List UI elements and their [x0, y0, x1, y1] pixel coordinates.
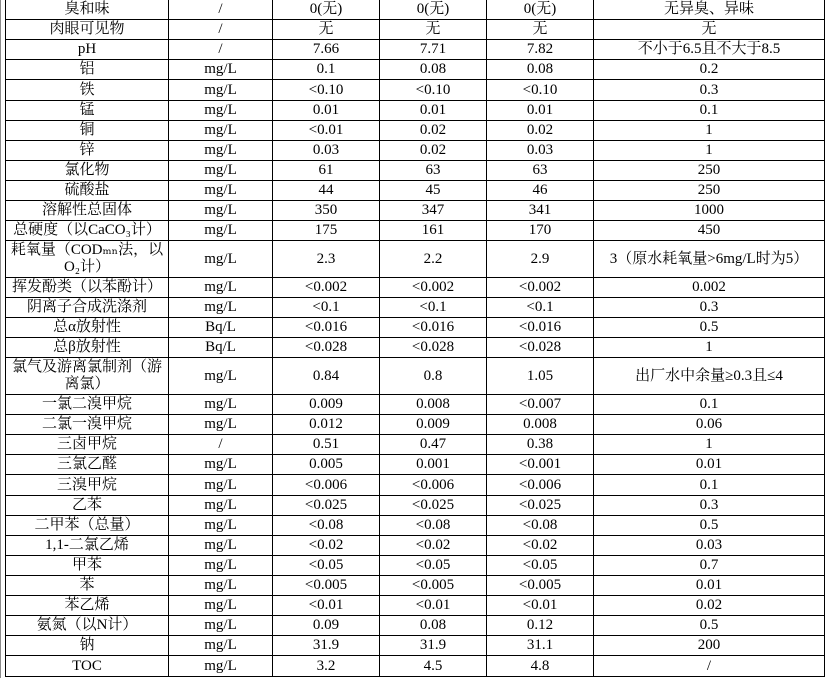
limit-cell: 0.3: [594, 298, 825, 318]
unit-cell: mg/L: [169, 656, 273, 677]
unit-cell: mg/L: [169, 298, 273, 318]
limit-cell: 450: [594, 221, 825, 241]
sample2-value-cell: <0.002: [380, 277, 487, 297]
table-row: [6, 475, 825, 495]
sample1-value-cell: 0.009: [273, 395, 380, 415]
unit-cell: mg/L: [169, 358, 273, 395]
sample3-value-cell: <0.007: [487, 395, 594, 415]
sample2-value-cell: <0.025: [380, 495, 487, 515]
sample2-value-cell: 4.5: [380, 656, 487, 677]
sample2-value-cell: 0(无): [380, 0, 487, 20]
sample3-value-cell: 341: [487, 201, 594, 221]
limit-cell: 0.7: [594, 555, 825, 575]
sample3-value-cell: <0.001: [487, 455, 594, 475]
table-row: [6, 535, 825, 555]
limit-cell: 1000: [594, 201, 825, 221]
sample3-value-cell: <0.002: [487, 277, 594, 297]
sample2-value-cell: 45: [380, 180, 487, 200]
limit-cell: 0.3: [594, 80, 825, 100]
sample3-value-cell: <0.10: [487, 80, 594, 100]
parameter-name-cell: 三氯乙醛: [6, 455, 169, 475]
sample2-value-cell: <0.028: [380, 338, 487, 358]
parameter-name-cell: 总β放射性: [6, 338, 169, 358]
limit-cell: 1: [594, 338, 825, 358]
sample1-value-cell: 0.012: [273, 415, 380, 435]
sample3-value-cell: 0.08: [487, 60, 594, 80]
limit-cell: /: [594, 656, 825, 677]
parameter-name-cell: 三卤甲烷: [6, 435, 169, 455]
sample1-value-cell: <0.05: [273, 555, 380, 575]
sample3-value-cell: 0(无): [487, 0, 594, 20]
limit-cell: 0.06: [594, 415, 825, 435]
sample2-value-cell: 0.08: [380, 616, 487, 636]
sample3-value-cell: 4.8: [487, 656, 594, 677]
limit-cell: 无: [594, 20, 825, 40]
sample2-value-cell: 0.008: [380, 395, 487, 415]
sample3-value-cell: 31.1: [487, 636, 594, 656]
sample1-value-cell: <0.08: [273, 515, 380, 535]
parameter-name-cell: 铁: [6, 80, 169, 100]
limit-cell: 3（原水耗氧量>6mg/L时为5）: [594, 241, 825, 278]
sample3-value-cell: 0.38: [487, 435, 594, 455]
sample1-value-cell: 3.2: [273, 656, 380, 677]
parameter-name-cell: pH: [6, 40, 169, 60]
limit-cell: 0.5: [594, 318, 825, 338]
sample3-value-cell: <0.02: [487, 535, 594, 555]
table-row: [6, 596, 825, 616]
sample1-value-cell: <0.028: [273, 338, 380, 358]
sample3-value-cell: <0.01: [487, 596, 594, 616]
sample1-value-cell: 0.005: [273, 455, 380, 475]
limit-cell: 250: [594, 180, 825, 200]
unit-cell: mg/L: [169, 495, 273, 515]
parameter-name-cell: 阴离子合成洗涤剂: [6, 298, 169, 318]
table-row: [6, 120, 825, 140]
sample3-value-cell: <0.028: [487, 338, 594, 358]
parameter-name-cell: 臭和味: [6, 0, 169, 20]
sample1-value-cell: <0.002: [273, 277, 380, 297]
sample3-value-cell: 0.02: [487, 120, 594, 140]
parameter-name-cell: 苯: [6, 575, 169, 595]
sample1-value-cell: 31.9: [273, 636, 380, 656]
sample2-value-cell: <0.05: [380, 555, 487, 575]
unit-cell: mg/L: [169, 277, 273, 297]
table-row: [6, 80, 825, 100]
parameter-name-cell: 耗氧量（CODₘₙ法，以O₂计）: [6, 241, 169, 278]
table-row: [6, 318, 825, 338]
limit-cell: 0.5: [594, 616, 825, 636]
left-edge-line: [0, 0, 1, 678]
parameter-name-cell: 甲苯: [6, 555, 169, 575]
sample1-value-cell: <0.10: [273, 80, 380, 100]
parameter-name-cell: 锌: [6, 140, 169, 160]
parameter-name-cell: 三溴甲烷: [6, 475, 169, 495]
sample1-value-cell: 350: [273, 201, 380, 221]
table-row: [6, 338, 825, 358]
limit-cell: 0.1: [594, 395, 825, 415]
unit-cell: /: [169, 40, 273, 60]
parameter-name-cell: 氯气及游离氯制剂（游离氯）: [6, 358, 169, 395]
unit-cell: mg/L: [169, 555, 273, 575]
table-row: [6, 656, 825, 677]
sample2-value-cell: 无: [380, 20, 487, 40]
sample2-value-cell: <0.1: [380, 298, 487, 318]
sample1-value-cell: <0.006: [273, 475, 380, 495]
sample1-value-cell: 175: [273, 221, 380, 241]
unit-cell: mg/L: [169, 455, 273, 475]
unit-cell: mg/L: [169, 241, 273, 278]
limit-cell: 250: [594, 160, 825, 180]
sample1-value-cell: 44: [273, 180, 380, 200]
table-row: [6, 636, 825, 656]
table-row: [6, 555, 825, 575]
unit-cell: mg/L: [169, 515, 273, 535]
limit-cell: 0.02: [594, 596, 825, 616]
sample1-value-cell: <0.01: [273, 120, 380, 140]
sample1-value-cell: 2.3: [273, 241, 380, 278]
sample2-value-cell: 2.2: [380, 241, 487, 278]
sample2-value-cell: 0.02: [380, 140, 487, 160]
sample1-value-cell: 0.09: [273, 616, 380, 636]
sample1-value-cell: <0.025: [273, 495, 380, 515]
table-row: [6, 160, 825, 180]
limit-cell: 不小于6.5且不大于8.5: [594, 40, 825, 60]
sample3-value-cell: 1.05: [487, 358, 594, 395]
parameter-name-cell: 铜: [6, 120, 169, 140]
sample3-value-cell: 7.82: [487, 40, 594, 60]
water-quality-table-body: [6, 0, 825, 677]
sample3-value-cell: <0.08: [487, 515, 594, 535]
limit-cell: 0.01: [594, 575, 825, 595]
sample2-value-cell: 31.9: [380, 636, 487, 656]
table-row: [6, 575, 825, 595]
sample1-value-cell: <0.005: [273, 575, 380, 595]
unit-cell: Bq/L: [169, 338, 273, 358]
sample2-value-cell: <0.10: [380, 80, 487, 100]
unit-cell: mg/L: [169, 535, 273, 555]
unit-cell: mg/L: [169, 395, 273, 415]
sample1-value-cell: 0.84: [273, 358, 380, 395]
parameter-name-cell: 氨氮（以N计）: [6, 616, 169, 636]
water-quality-table: [5, 0, 825, 677]
sample2-value-cell: 0.001: [380, 455, 487, 475]
sample3-value-cell: 无: [487, 20, 594, 40]
sample1-value-cell: <0.02: [273, 535, 380, 555]
limit-cell: 1: [594, 140, 825, 160]
table-row: [6, 358, 825, 395]
table-row: [6, 395, 825, 415]
parameter-name-cell: 二氯一溴甲烷: [6, 415, 169, 435]
table-row: [6, 616, 825, 636]
unit-cell: mg/L: [169, 415, 273, 435]
sample2-value-cell: 0.02: [380, 120, 487, 140]
sample3-value-cell: 0.01: [487, 100, 594, 120]
sample2-value-cell: 161: [380, 221, 487, 241]
sample2-value-cell: 0.08: [380, 60, 487, 80]
limit-cell: 1: [594, 435, 825, 455]
table-row: [6, 180, 825, 200]
parameter-name-cell: 铝: [6, 60, 169, 80]
table-row: [6, 241, 825, 278]
sample3-value-cell: <0.016: [487, 318, 594, 338]
sample3-value-cell: <0.05: [487, 555, 594, 575]
table-row: [6, 100, 825, 120]
sample3-value-cell: 0.008: [487, 415, 594, 435]
limit-cell: 0.3: [594, 495, 825, 515]
sample1-value-cell: 0.51: [273, 435, 380, 455]
unit-cell: /: [169, 0, 273, 20]
sample2-value-cell: <0.006: [380, 475, 487, 495]
parameter-name-cell: 肉眼可见物: [6, 20, 169, 40]
sample2-value-cell: <0.016: [380, 318, 487, 338]
sample1-value-cell: 0.03: [273, 140, 380, 160]
parameter-name-cell: 钠: [6, 636, 169, 656]
parameter-name-cell: 溶解性总固体: [6, 201, 169, 221]
sample2-value-cell: <0.02: [380, 535, 487, 555]
limit-cell: 0.1: [594, 475, 825, 495]
unit-cell: /: [169, 20, 273, 40]
sample3-value-cell: 2.9: [487, 241, 594, 278]
sample3-value-cell: <0.006: [487, 475, 594, 495]
limit-cell: 0.2: [594, 60, 825, 80]
unit-cell: mg/L: [169, 221, 273, 241]
sample2-value-cell: 63: [380, 160, 487, 180]
sample3-value-cell: 0.03: [487, 140, 594, 160]
parameter-name-cell: 硫酸盐: [6, 180, 169, 200]
sample1-value-cell: 无: [273, 20, 380, 40]
limit-cell: 0.002: [594, 277, 825, 297]
parameter-name-cell: 苯乙烯: [6, 596, 169, 616]
unit-cell: mg/L: [169, 475, 273, 495]
sample2-value-cell: 7.71: [380, 40, 487, 60]
table-row: [6, 415, 825, 435]
limit-cell: 200: [594, 636, 825, 656]
unit-cell: mg/L: [169, 100, 273, 120]
sample1-value-cell: 7.66: [273, 40, 380, 60]
parameter-name-cell: 锰: [6, 100, 169, 120]
table-row: [6, 201, 825, 221]
unit-cell: mg/L: [169, 616, 273, 636]
sample2-value-cell: <0.01: [380, 596, 487, 616]
unit-cell: mg/L: [169, 575, 273, 595]
sample2-value-cell: 0.47: [380, 435, 487, 455]
sample3-value-cell: 170: [487, 221, 594, 241]
sample1-value-cell: 0(无): [273, 0, 380, 20]
limit-cell: 0.03: [594, 535, 825, 555]
table-row: [6, 515, 825, 535]
parameter-name-cell: 总α放射性: [6, 318, 169, 338]
parameter-name-cell: 一氯二溴甲烷: [6, 395, 169, 415]
table-row: [6, 20, 825, 40]
unit-cell: mg/L: [169, 201, 273, 221]
table-row: [6, 40, 825, 60]
sample1-value-cell: 0.1: [273, 60, 380, 80]
unit-cell: /: [169, 435, 273, 455]
unit-cell: mg/L: [169, 160, 273, 180]
unit-cell: mg/L: [169, 636, 273, 656]
limit-cell: 0.5: [594, 515, 825, 535]
sample1-value-cell: 0.01: [273, 100, 380, 120]
sample2-value-cell: 347: [380, 201, 487, 221]
parameter-name-cell: 二甲苯（总量）: [6, 515, 169, 535]
unit-cell: mg/L: [169, 120, 273, 140]
sample1-value-cell: <0.01: [273, 596, 380, 616]
sample1-value-cell: 61: [273, 160, 380, 180]
parameter-name-cell: 氯化物: [6, 160, 169, 180]
table-row: [6, 495, 825, 515]
sample2-value-cell: 0.009: [380, 415, 487, 435]
sample2-value-cell: 0.01: [380, 100, 487, 120]
unit-cell: mg/L: [169, 180, 273, 200]
unit-cell: mg/L: [169, 60, 273, 80]
table-row: [6, 435, 825, 455]
table-row: [6, 60, 825, 80]
limit-cell: 1: [594, 120, 825, 140]
sample3-value-cell: <0.1: [487, 298, 594, 318]
table-row: [6, 455, 825, 475]
parameter-name-cell: 总硬度（以CaCO₃计）: [6, 221, 169, 241]
sample3-value-cell: 46: [487, 180, 594, 200]
limit-cell: 出厂水中余量≥0.3且≤4: [594, 358, 825, 395]
table-row: [6, 298, 825, 318]
unit-cell: mg/L: [169, 596, 273, 616]
unit-cell: Bq/L: [169, 318, 273, 338]
parameter-name-cell: 1,1-二氯乙烯: [6, 535, 169, 555]
sample2-value-cell: 0.8: [380, 358, 487, 395]
sample3-value-cell: 0.12: [487, 616, 594, 636]
sample1-value-cell: <0.1: [273, 298, 380, 318]
unit-cell: mg/L: [169, 80, 273, 100]
sample3-value-cell: <0.005: [487, 575, 594, 595]
sample2-value-cell: <0.08: [380, 515, 487, 535]
unit-cell: mg/L: [169, 140, 273, 160]
sample3-value-cell: 63: [487, 160, 594, 180]
parameter-name-cell: TOC: [6, 656, 169, 677]
sample2-value-cell: <0.005: [380, 575, 487, 595]
sample1-value-cell: <0.016: [273, 318, 380, 338]
table-row: [6, 221, 825, 241]
table-row: [6, 0, 825, 20]
table-row: [6, 140, 825, 160]
limit-cell: 0.01: [594, 455, 825, 475]
limit-cell: 无异臭、异味: [594, 0, 825, 20]
limit-cell: 0.1: [594, 100, 825, 120]
parameter-name-cell: 乙苯: [6, 495, 169, 515]
sample3-value-cell: <0.025: [487, 495, 594, 515]
parameter-name-cell: 挥发酚类（以苯酚计）: [6, 277, 169, 297]
table-row: [6, 277, 825, 297]
